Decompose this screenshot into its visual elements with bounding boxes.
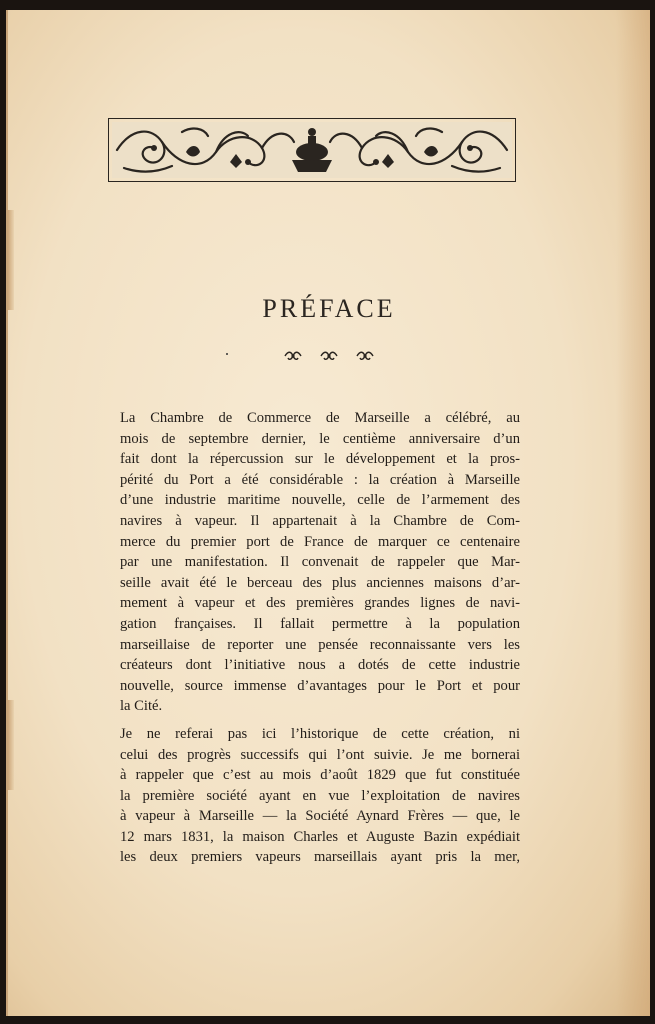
ornament-drawing bbox=[112, 122, 512, 178]
text-line: marseillaise de reporter une pensée reconnaissante vers les bbox=[120, 636, 520, 653]
paragraph bbox=[102, 408, 520, 717]
text-line: nouvelle, source immense d’avantages pour le Port et pour bbox=[120, 677, 520, 694]
text-line: merce du premier port de France de marquer ce centenaire bbox=[120, 533, 520, 550]
text-line: navires à vapeur. Il appartenait à la Chambre de Com- bbox=[120, 512, 520, 529]
page-edge-stain bbox=[8, 700, 14, 790]
text-line: à rappeler que c’est au mois d’août 1829 que fut constituée bbox=[120, 767, 520, 784]
text-line: La Chambre de Commerce de Marseille a célébré, au bbox=[120, 410, 520, 426]
text-line: 12 mars 1831, la maison Charles et Auguste Bazin expédiait bbox=[120, 828, 520, 845]
text-line: mement à vapeur et des premières grandes lignes de navi- bbox=[120, 595, 520, 612]
text-line: la Cité. bbox=[120, 698, 163, 715]
paragraph bbox=[102, 724, 520, 868]
text-line: créateurs dont l’initiative nous a dotés de cette industrie bbox=[120, 657, 520, 674]
text-line: la première société ayant en vue l’exploitation de navires bbox=[120, 787, 520, 804]
preface-body bbox=[102, 408, 520, 875]
text-line: Je ne referai pas ici l’historique de cette création, ni bbox=[120, 725, 520, 742]
text-line: fait dont la répercussion sur le développement et la pros- bbox=[120, 451, 520, 468]
page-title: PRÉFACE bbox=[262, 294, 396, 323]
fleuron-divider bbox=[8, 348, 650, 366]
text-line: mois de septembre dernier, le centième anniversaire d’un bbox=[120, 430, 520, 447]
fleuron-icon bbox=[355, 348, 375, 366]
text-line: périté du Port a été considérable : la création à Marseille bbox=[120, 471, 520, 488]
text-line: les deux premiers vapeurs marseillais ayant pris la mer, bbox=[120, 849, 520, 866]
floral-vine-ornament-icon bbox=[108, 118, 516, 182]
text-line: celui des progrès successifs qui l’ont suivie. Je me bornerai bbox=[120, 746, 520, 763]
text-line: gation françaises. Il fallait permettre à la population bbox=[120, 615, 520, 632]
book-page bbox=[6, 10, 650, 1016]
text-line: par une manifestation. Il convenait de rappeler que Mar- bbox=[120, 554, 520, 571]
text-line: seille avait été le berceau des plus anciennes maisons d’ar- bbox=[120, 574, 520, 591]
text-line: à vapeur à Marseille — la Société Aynard Frères — que, le bbox=[120, 808, 520, 825]
fleuron-icon bbox=[319, 348, 339, 366]
fleuron-icon bbox=[283, 348, 303, 366]
text-line: d’une industrie maritime nouvelle, celle de l’armement des bbox=[120, 492, 520, 509]
